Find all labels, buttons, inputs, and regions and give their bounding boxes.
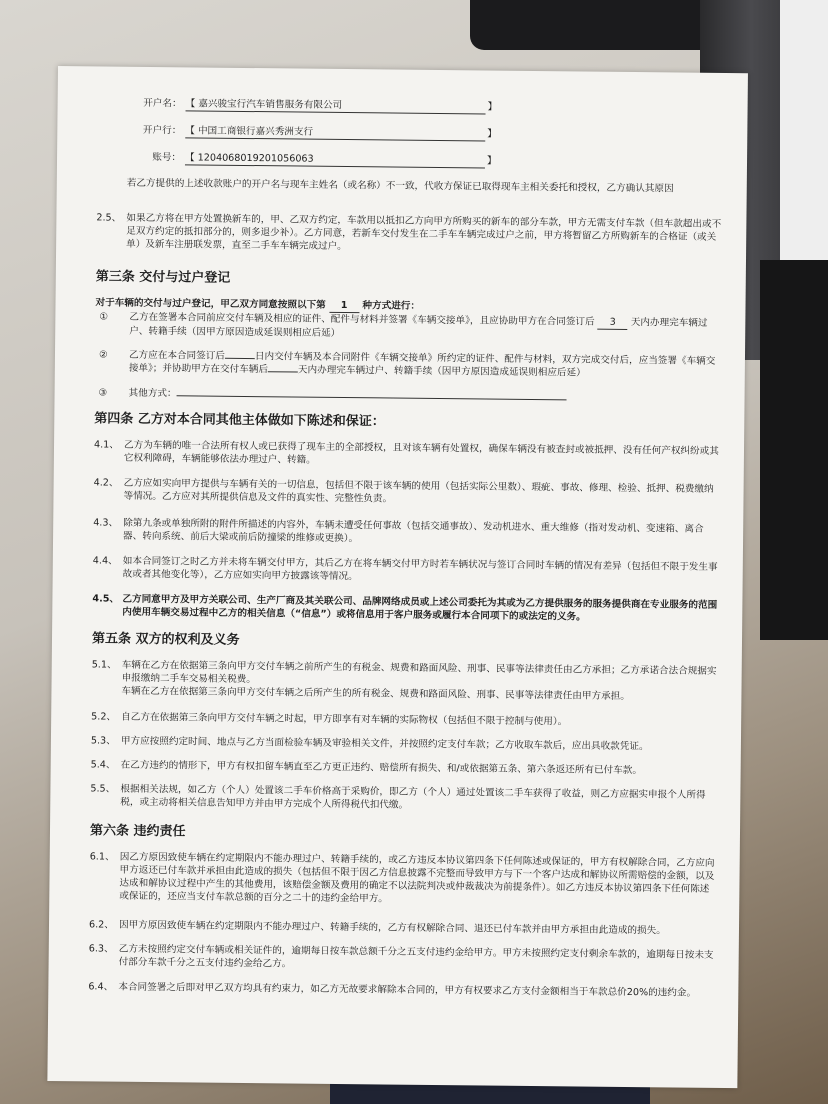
clause-number: 4.1、 (93, 439, 119, 451)
clause-number: 5.3、 (90, 735, 116, 747)
clause-text: 在乙方违约的情形下，甲方有权扣留车辆直至乙方更正违约、赔偿所有损失、和/或依据第五条、第六条返还所有已付车款。 (120, 759, 643, 777)
bracket: 】 (487, 128, 497, 140)
mode-text-b: 日内交付车辆及本合同附件《车辆交接单》所约定的证件、配件与材料，双方完成交付后，应当签署《车辆交接单》；并协助甲方在交付车辆后 (128, 351, 716, 376)
clause-6-3 (89, 942, 717, 975)
section-5-title: 第五条 双方的权利及义务 (91, 631, 240, 648)
mode-text-c: 天内办理完车辆过户、转籍手续（因甲方原因造成延误则相应后延） (297, 364, 586, 379)
clause-number: 6.3、 (88, 943, 114, 955)
mode-text-a: 乙方应在本合同签订后 (128, 349, 225, 362)
clause-4-1 (94, 438, 722, 471)
section-4-title: 第四条 乙方对本合同其他主体做如下陈述和保证： (94, 411, 385, 430)
account-name-value: 【 嘉兴骏宝行汽车销售服务有限公司 (186, 97, 486, 114)
clause-text: 乙方为车辆的唯一合法所有权人或已获得了现车主的全部授权，且对该车辆有处置权，确保车辆没有被查封或被抵押、没有任何产权纠纷或其它权利障碍，车辆能够依法办理过户、转籍。 (123, 439, 719, 466)
clause-2-5 (96, 211, 724, 257)
clause-number: 4.2、 (93, 477, 119, 489)
account-number-label: 账号： (152, 151, 182, 164)
mode-text-a: 其他方式： (128, 387, 177, 400)
clause-4-4 (93, 554, 721, 587)
contract-page (47, 66, 748, 1088)
account-note (127, 177, 727, 196)
clause-number: 4.4、 (92, 555, 118, 567)
clause-number: 4.3、 (93, 517, 119, 529)
clause-5-4 (91, 758, 719, 778)
clause-text: 乙方同意甲方及甲方关联公司、生产厂商及其关联公司、品牌网络成员或上述公司委托为其或为乙方提供服务的服务提供商在专业服务的范围内使用车辆交易过程中乙方的相关信息（“信息”）或将信息用于客户服务或履行本合同项下的或法定的义务。 (122, 593, 718, 623)
clause-text: 乙方应如实向甲方提供与车辆有关的一切信息，包括但不限于该车辆的使用（包括实际公里数）、瑕疵、事故、修理、检验、抵押、税费缴纳等情况。乙方应对其所提供信息及文件的真实性、完整性负责。 (123, 477, 714, 505)
mode-marker: ③ (98, 387, 108, 399)
clause-number: 5.4、 (90, 759, 116, 771)
clause-5-3 (91, 734, 719, 754)
clause-6-4 (88, 980, 716, 1000)
section-6-title: 第六条 违约责任 (89, 823, 186, 840)
clause-6-1 (89, 850, 718, 909)
clause-4-2 (93, 476, 721, 509)
account-number-row (137, 151, 497, 169)
bracket: 】 (487, 101, 498, 113)
clause-text: 如果乙方将在甲方处置换新车的，甲、乙双方约定，车款用以抵扣乙方向甲方所购买的新车的部分车款，甲方无需支付车款（但车款超出或不足双方约定的抵扣部分的，则多退少补）。乙方同意，若新车交付发生在二手车车辆完成过户之前，甲方将暂留乙方所购新车的合格证（或关单）及新车注册联发票，直至二手车车辆完成过户。 (126, 212, 722, 253)
clause-text: 除第九条或单独所附的附件所描述的内容外，车辆未遭受任何事故（包括交通事故）、发动机进水、重大维修（指对发动机、变速箱、离合器、转向系统、前后大梁或前后防撞梁的维修或更换）。 (123, 517, 704, 545)
clause-number: 6.2、 (88, 919, 114, 931)
clause-5-1 (91, 658, 719, 704)
clause-text: 甲方应按照约定时间、地点与乙方当面检验车辆及审验相关文件，并按照约定支付车款；乙方收取车款后，应出具收款凭证。 (120, 735, 649, 753)
binder-paper (780, 0, 828, 300)
mode-marker: ① (99, 311, 109, 323)
mode-blank (177, 395, 567, 400)
intro-value: 1 (329, 299, 359, 313)
account-note-text: 若乙方提供的上述收款账户的开户名与现车主姓名（或名称）不一致，代收方保证已取得现车主相关委托和授权，乙方确认其原因 (126, 177, 674, 195)
clause-number: 6.1、 (89, 851, 115, 863)
dark-object (760, 260, 828, 640)
intro-end: 种方式进行： (362, 300, 421, 312)
mode-text (129, 387, 723, 406)
clause-text: 自乙方在依据第三条向甲方交付车辆之时起，甲方即享有对车辆的实际物权（包括但不限于控制与使用）。 (121, 711, 568, 728)
account-number-value: 【 1204068019201056063 (185, 151, 485, 168)
clause-4-5 (92, 592, 720, 625)
clause-number: 2.5、 (96, 212, 122, 224)
account-name-row (138, 97, 498, 115)
section-3-title: 第三条 交付与过户登记 (95, 269, 231, 286)
clause-5-2 (91, 710, 719, 730)
mode-3 (99, 386, 723, 406)
clause-text: 车辆在乙方在依据第三条向甲方交付车辆之前所产生的有税金、规费和路面风险、刑事、民事等法律责任由乙方承担；乙方承诺合法合规据实申报缴纳二手车交易相关税费。 (121, 659, 717, 686)
mode-2 (99, 348, 723, 381)
clause-text: 本合同签署之后即对甲乙双方均具有约束力，如乙方无故要求解除本合同的，甲方有权要求乙方支付金额相当于车款总价20%的违约金。 (118, 981, 697, 999)
mode-1 (99, 310, 723, 344)
clause-number: 5.2、 (91, 711, 117, 723)
clause-text: 因甲方原因致使车辆在约定期限内不能办理过户、转籍手续的，乙方有权解除合同、退还已付车款并由甲方承担由此造成的损失。 (118, 919, 666, 937)
account-name-label: 开户名： (143, 97, 182, 110)
bracket: 】 (486, 155, 497, 167)
clause-number: 6.4、 (88, 981, 114, 993)
clause-text: 乙方未按照约定交付车辆或相关证件的，逾期每日按车款总额千分之五支付违约金给甲方。甲方未按照约定支付剩余车款的，逾期每日按未支付部分车款千分之五支付违约金给乙方。 (118, 943, 714, 970)
account-bank-row (137, 124, 497, 142)
mode-text-b: 天内办理完车辆过户、转籍手续（因甲方原因造成延误则相应后延） (129, 317, 708, 339)
clause-5-5 (90, 782, 718, 815)
mode-blank: 3 (598, 316, 628, 330)
mode-marker: ② (98, 349, 108, 361)
phone (470, 0, 720, 50)
mode-text-a: 乙方在签署本合同前应交付车辆及相应的证件、配件与材料并签署《车辆交接单》，且应协助甲方在合同签订后 (129, 311, 595, 328)
clause-text: 根据相关法规，如乙方（个人）处置该二手车价格高于采购价，即乙方（个人）通过处置该二手车获得了收益，则乙方应据实申报个人所得税，或主动将相关信息告知甲方并由甲方完成个人所得税代扣代缴。 (120, 783, 706, 811)
mode-text (129, 349, 723, 381)
clause-4-3 (93, 516, 721, 549)
intro-text: 对于车辆的交付与过户登记，甲乙双方同意按照以下第 (95, 297, 326, 311)
clause-number: 4.5、 (92, 593, 120, 605)
mode-blank (225, 358, 255, 359)
account-bank-value: 【 中国工商银行嘉兴秀洲支行 (185, 124, 485, 141)
clause-text: 如本合同签订之时乙方并未将车辆交付甲方，其后乙方在将车辆交付甲方时若车辆状况与签订合同时车辆的情况有差异（包括但不限于发生事故或者其他变化等），乙方应如实向甲方披露该等情况。 (122, 555, 718, 583)
clause-text-2: 车辆在乙方在依据第三条向甲方交付车辆之后所产生的所有税金、规费和路面风险、刑事、民事等法律责任由甲方承担。 (121, 685, 630, 703)
clause-number: 5.1、 (91, 659, 117, 671)
account-bank-label: 开户行： (142, 124, 182, 137)
contract-content (47, 66, 748, 1088)
clause-6-2 (89, 918, 717, 938)
clause-number: 5.5、 (90, 783, 116, 795)
mode-text (129, 311, 723, 344)
clause-text: 因乙方原因致使车辆在约定期限内不能办理过户、转籍手续的，或乙方违反本协议第四条下任何陈述或保证的，甲方有权解除合同，乙方应向甲方返还已付车款并承担由此造成的损失（包括但不限于因乙方信息披露不完整而导致甲方与下一个客户达成和解协议所需赔偿的金额，以及达成和解协议过程中产生的其他费用，该赔偿金额及费用的确定不以法院判决或仲裁裁决为前提条件）。如乙方违反本协议第四条下任何陈述或保证的，还应当支付车款总额的百分之二十的违约金给甲方。 (119, 851, 715, 905)
mode-blank-2 (268, 371, 298, 372)
